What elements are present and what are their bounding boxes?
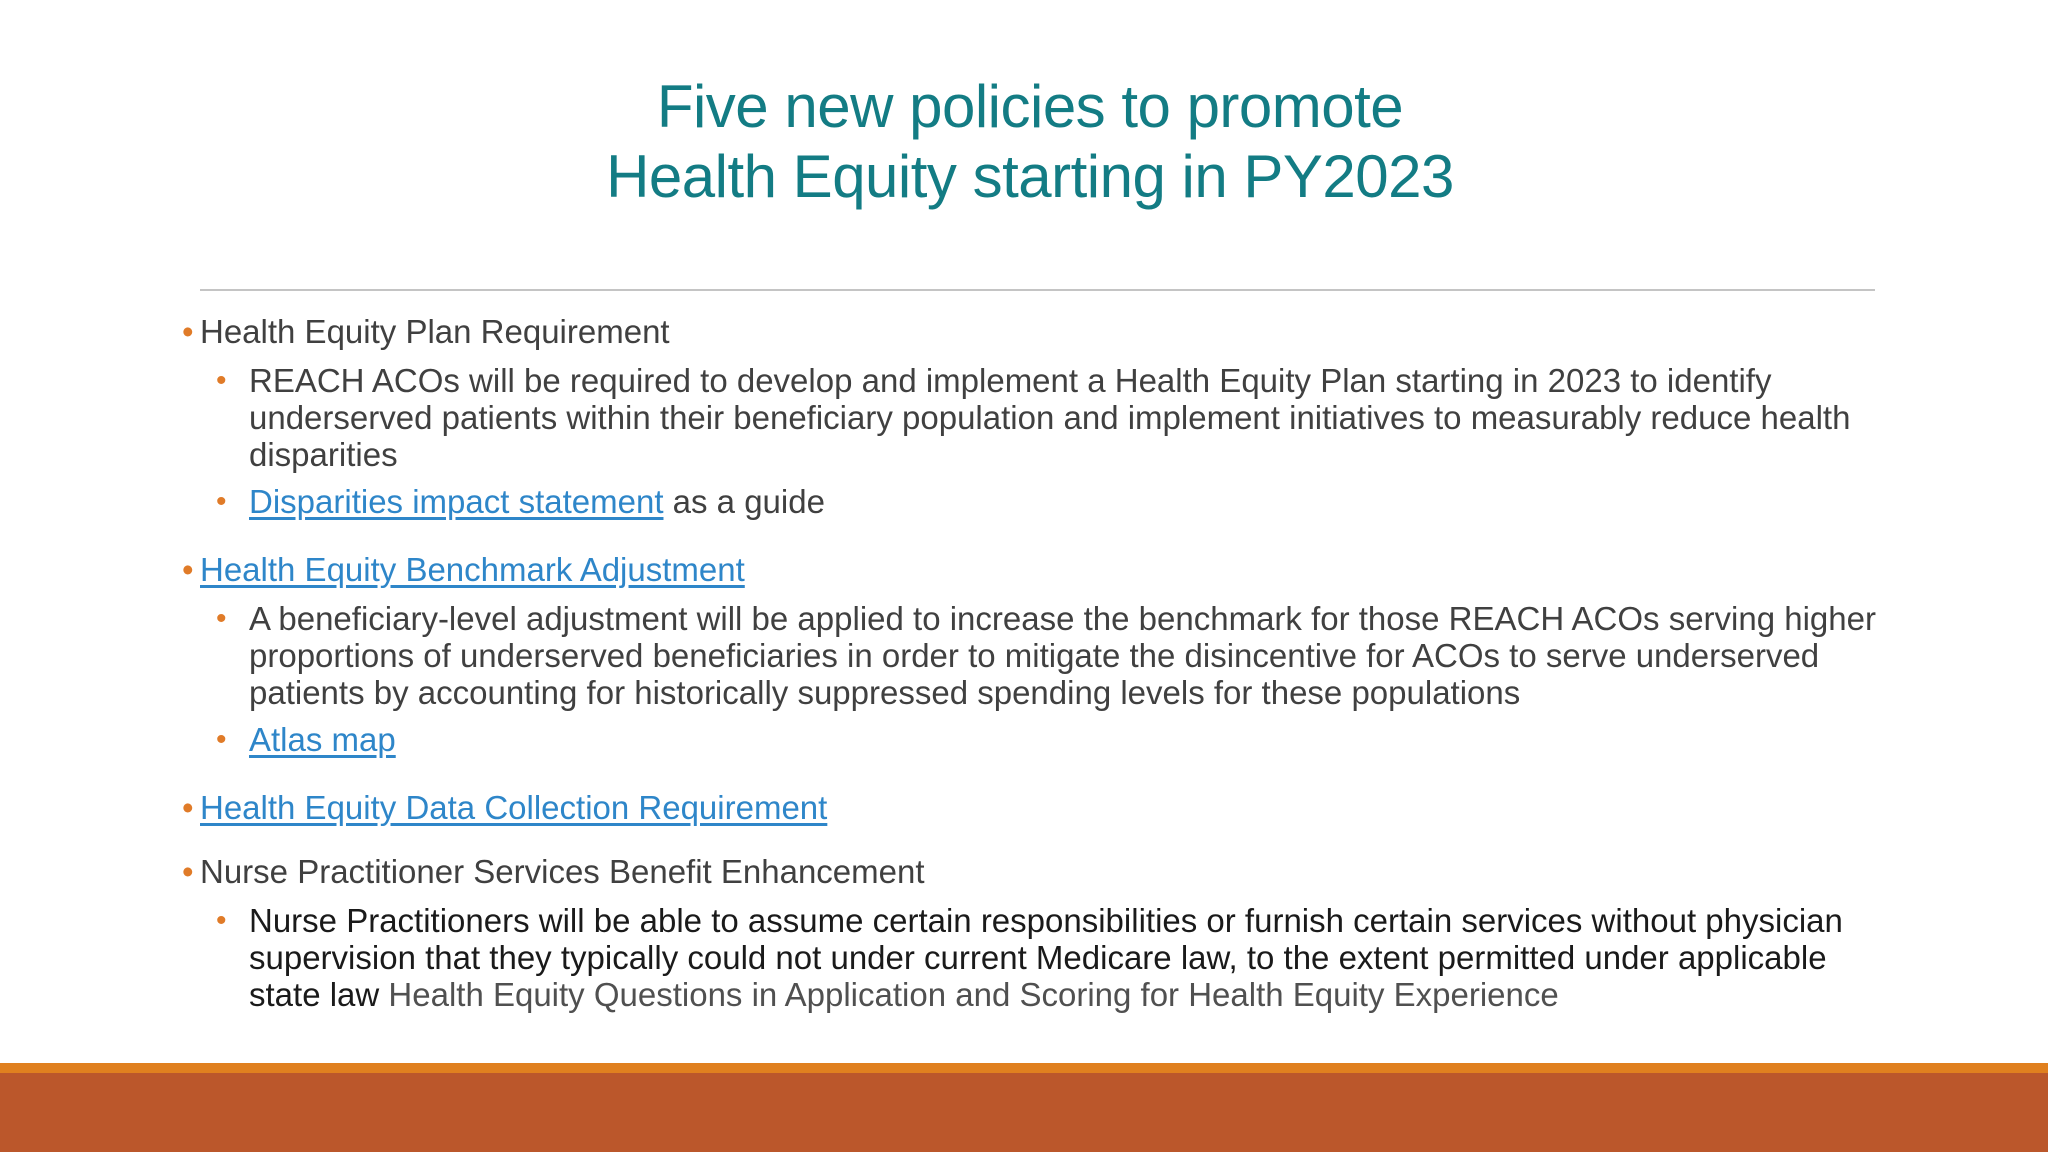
atlas-map-link[interactable]: Atlas map xyxy=(249,721,396,758)
list-item xyxy=(182,483,1882,520)
list-item xyxy=(182,721,1882,758)
bullet-icon: • xyxy=(182,853,194,890)
section-heading: Health Equity Plan Requirement xyxy=(200,313,670,350)
list-item xyxy=(182,902,1882,1013)
bullet-icon: • xyxy=(216,602,227,635)
list-item xyxy=(182,600,1882,711)
list-item-text xyxy=(249,483,1889,520)
footer-accent-line xyxy=(0,1063,2048,1073)
health-equity-data-collection-link[interactable]: Health Equity Data Collection Requirement xyxy=(200,789,828,826)
health-equity-benchmark-adjustment-link[interactable]: Health Equity Benchmark Adjustment xyxy=(200,551,745,588)
list-item-text xyxy=(249,721,1889,758)
list-item-text xyxy=(249,902,1889,1013)
nurse-practitioner-text: Nurse Practitioners will be able to assume certain responsibilities or furnish certain services without physician supervision that they typically could not under current Medicare law, to the extent permitted under applicable state law xyxy=(249,902,1843,1013)
title-divider xyxy=(200,289,1875,291)
bullet-icon: • xyxy=(216,904,227,937)
disparities-impact-statement-link[interactable]: Disparities impact statement xyxy=(249,483,664,520)
title-line-2: Health Equity starting in PY2023 xyxy=(606,143,1454,210)
section-data-collection xyxy=(182,788,1882,828)
bullet-icon: • xyxy=(182,789,194,826)
bullet-icon: • xyxy=(216,364,227,397)
title-line-1: Five new policies to promote xyxy=(656,73,1404,140)
slide-body xyxy=(182,312,1882,1013)
list-item-text: REACH ACOs will be required to develop and implement a Health Equity Plan starting in 2023 to identify underserved patients within their beneficiary population and implement initiatives to measurably reduce health disparities xyxy=(249,362,1851,473)
slide-title xyxy=(0,72,2048,212)
bullet-icon: • xyxy=(182,313,194,350)
health-equity-questions-text: Health Equity Questions in Application and Scoring for Health Equity Experience xyxy=(379,976,1559,1013)
list-item-text: A beneficiary-level adjustment will be applied to increase the benchmark for those REACH ACOs serving higher proportions of underserved beneficiaries in order to mitigate the disincentive for ACOs to serve underserved patients by accounting for historically suppressed spending levels for these populations xyxy=(249,600,1876,711)
footer-band xyxy=(0,1073,2048,1152)
section-nurse-practitioner xyxy=(182,852,1882,892)
section-benchmark-adjustment xyxy=(182,550,1882,590)
bullet-icon: • xyxy=(216,723,227,756)
list-item-suffix: as a guide xyxy=(663,483,825,520)
bullet-icon: • xyxy=(216,485,227,518)
bullet-icon: • xyxy=(182,551,194,588)
list-item xyxy=(182,362,1882,473)
section-heading: Nurse Practitioner Services Benefit Enhancement xyxy=(200,853,925,890)
section-health-equity-plan xyxy=(182,312,1882,352)
